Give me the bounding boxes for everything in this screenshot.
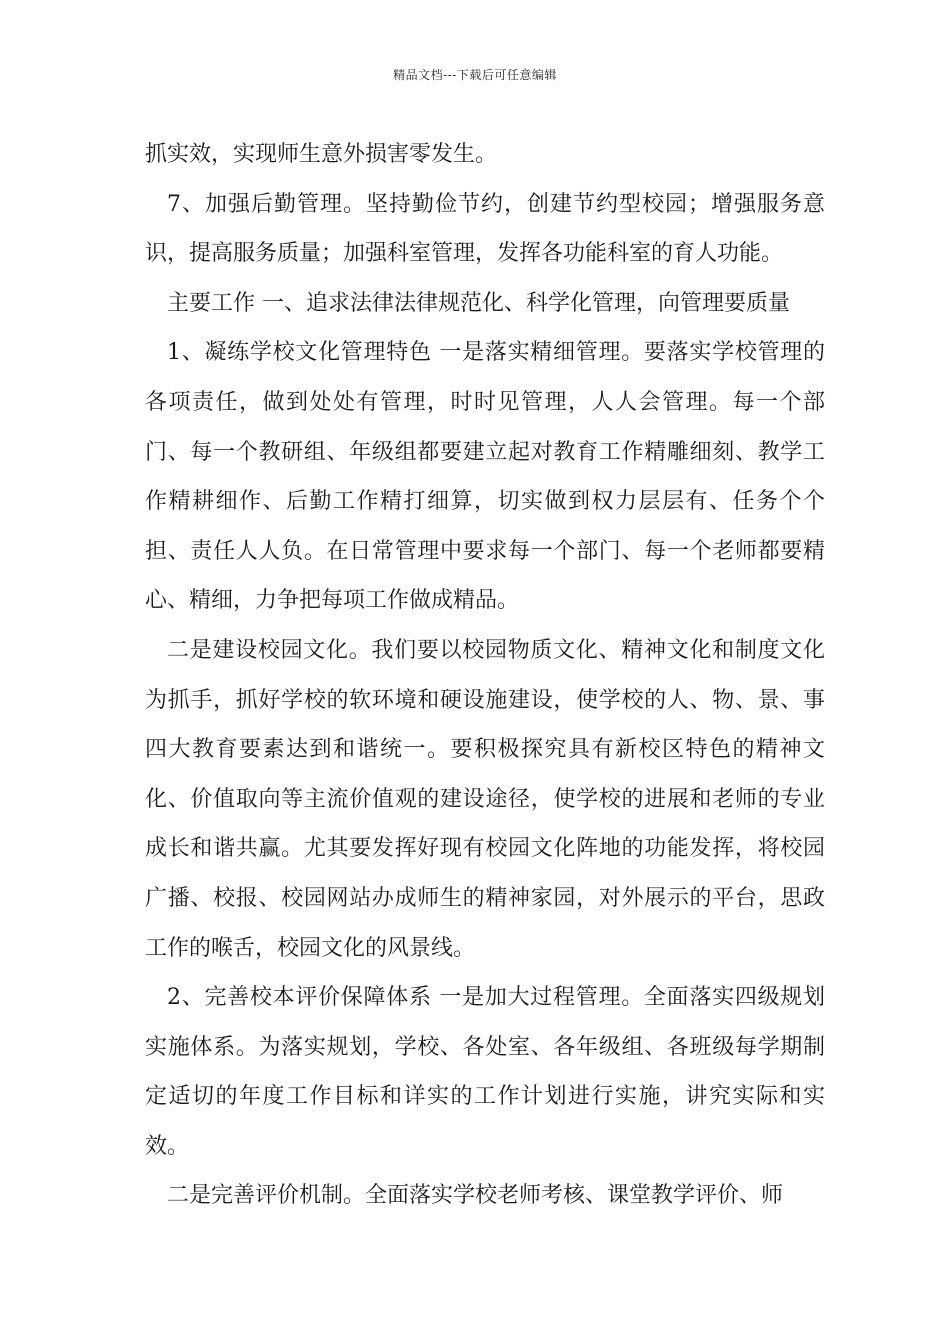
paragraph-4: 1、凝练学校文化管理特色 一是落实精细管理。要落实学校管理的各项责任，做到处处有管理，时时见管理，人人会管理。每一个部门、每一个教研组、年级组都要建立起对教育工作精雕细刻、教学工作精耕细作、后勤工作精打细算，切实做到权力层层有、任务个个担、责任人人负。在日常管理中要求每一个部门、每一个老师都要精心、精细，力争把每项工作做成精品。 [145, 340, 825, 614]
page-header: 精品文档---下载后可任意编辑 [393, 68, 557, 82]
paragraph-2: 7、加强后勤管理。坚持勤俭节约，创建节约型校园；增强服务意识，提高服务质量；加强科室管理，发挥各功能科室的育人功能。 [145, 191, 825, 267]
paragraph-7: 二是完善评价机制。全面落实学校老师考核、课堂教学评价、师 [167, 1183, 784, 1209]
paragraph-1: 抓实效，实现师生意外损害零发生。 [145, 142, 498, 167]
paragraph-5: 二是建设校园文化。我们要以校园物质文化、精神文化和制度文化为抓手，抓好学校的软环境和硬设施建设，使学校的人、物、景、事四大教育要素达到和谐统一。要积极探究具有新校区特色的精神文化、价值取向等主流价值观的建设途径，使学校的进展和老师的专业成长和谐共赢。尤其要发挥好现有校园文化阵地的功能发挥，将校园广播、校报、校园网站办成师生的精神家园，对外展示的平台，思政工作的喉舌，校园文化的风景线。 [145, 637, 825, 961]
document-body [145, 130, 825, 1221]
paragraph-6: 2、完善校本评价保障体系 一是加大过程管理。全面落实四级规划实施体系。为落实规划，学校、各处室、各年级组、各班级每学期制定适切的年度工作目标和详实的工作计划进行实施，讲究实际和实效。 [145, 985, 825, 1159]
paragraph-3: 主要工作 一、追求法律法律规范化、科学化管理，向管理要质量 [167, 290, 790, 316]
